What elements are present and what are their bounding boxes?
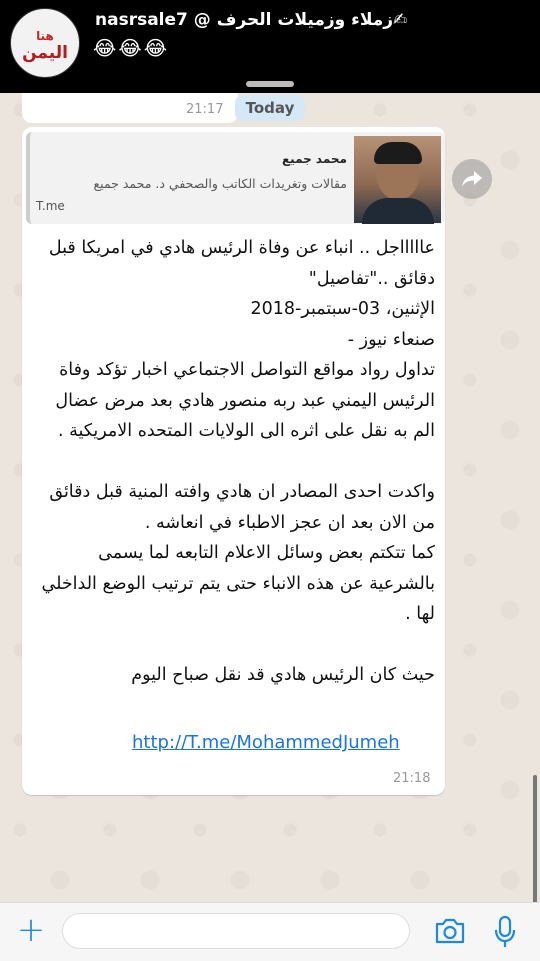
avatar-logo-bottom: اليمن [22, 43, 68, 63]
composer-bar [0, 902, 540, 961]
group-avatar[interactable] [10, 8, 80, 78]
scrollbar[interactable] [533, 775, 537, 905]
chat-subtitle: 😂😂😂 [93, 36, 170, 60]
microphone-icon[interactable] [494, 915, 516, 949]
thumbnail-hair [374, 142, 422, 164]
chat-header[interactable] [0, 0, 540, 93]
preview-thumbnail [354, 136, 441, 223]
message-link[interactable]: http://T.me/MohammedJumeh [132, 732, 400, 753]
preview-description: مقالات وتغريدات الكاتب والصحفي د. محمد جميع [93, 176, 347, 191]
drag-handle[interactable] [246, 81, 294, 87]
avatar-logo-top: هنا [36, 29, 54, 43]
previous-message-time: 21:17 [186, 102, 224, 117]
link-preview[interactable] [26, 132, 445, 224]
message-text: عاااااجل .. انباء عن وفاة الرئيس هادي في امريكا قبل دقائق .."تفاصيل" الإثنين، 03-سبتمبر-2018 صنعاء نيوز - تداول رواد مواقع التواصل الاجتماعي اخبار تؤكد وفاة الرئيس اليمني عبد ربه منصور هادي بعد مرض عضال الم به نقل على اثره الى الولايات المتحده الامريكية . واكدت احدى المصادر ان هادي وافته المنية قبل دقائق من الان بعد ان عجز الاطباء في انعاشه . كما تتكتم بعض وسائل الاعلام التابعه لما يسمى بالشرعية عن هذه الانباء حتى يتم ترتيب الوضع الداخلي لها . حيث كان الرئيس هادي قد نقل صباح اليوم [41, 238, 435, 685]
message-bubble[interactable] [22, 127, 445, 795]
preview-domain: T.me [36, 199, 65, 213]
thumbnail-suit [362, 198, 434, 224]
forward-icon [461, 170, 483, 188]
date-chip: Today [235, 95, 305, 121]
message-input[interactable] [62, 913, 410, 949]
forward-button[interactable] [452, 159, 492, 199]
plus-icon[interactable]: + [16, 910, 46, 950]
message-time: 21:18 [393, 771, 431, 786]
chat-title[interactable]: nasrsale7 @ زملاء وزميلات الحرف✍ [95, 10, 408, 30]
preview-title: محمد جميع [281, 152, 347, 166]
camera-icon[interactable] [434, 917, 466, 945]
